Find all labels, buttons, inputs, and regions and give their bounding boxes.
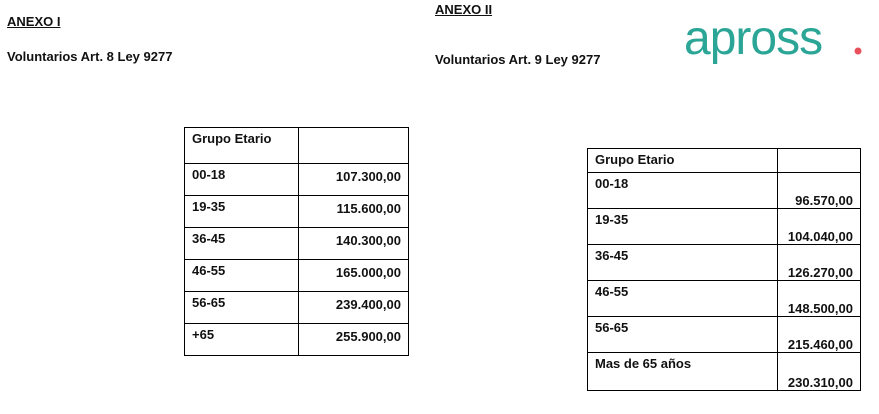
group-cell: 00-18 (185, 164, 299, 196)
annex2-subtitle: Voluntarios Art. 9 Ley 9277 (435, 52, 601, 67)
table-row (185, 260, 409, 292)
header-cell-empty (299, 128, 409, 164)
group-cell: Mas de 65 años (588, 353, 778, 391)
group-cell: 56-65 (185, 292, 299, 324)
value-cell: 115.600,00 (299, 196, 409, 228)
group-cell: 00-18 (588, 173, 778, 209)
value-cell: 165.000,00 (299, 260, 409, 292)
table-row (185, 292, 409, 324)
group-cell: 46-55 (185, 260, 299, 292)
table-row (588, 209, 861, 245)
table-row (185, 196, 409, 228)
group-cell: 46-55 (588, 281, 778, 317)
table-header-row (588, 149, 861, 173)
table-row (588, 317, 861, 353)
table-row (588, 353, 861, 391)
value-cell: 148.500,00 (778, 281, 861, 317)
table-row (185, 228, 409, 260)
value-cell: 140.300,00 (299, 228, 409, 260)
header-cell: Grupo Etario (185, 128, 299, 164)
value-cell: 255.900,00 (299, 324, 409, 356)
logo-dot (855, 48, 862, 55)
header-cell: Grupo Etario (588, 149, 778, 173)
table-row (588, 173, 861, 209)
value-cell: 104.040,00 (778, 209, 861, 245)
table-row (588, 245, 861, 281)
apross-logo (684, 12, 864, 72)
value-cell: 230.310,00 (778, 353, 861, 391)
annex1-table (184, 127, 409, 356)
header-cell-empty (778, 149, 861, 173)
value-cell: 107.300,00 (299, 164, 409, 196)
table-header-row (185, 128, 409, 164)
group-cell: 56-65 (588, 317, 778, 353)
annex2-table (587, 148, 861, 391)
value-cell: 215.460,00 (778, 317, 861, 353)
logo-text: apross (684, 12, 823, 65)
annex2-title: ANEXO II (435, 2, 493, 17)
group-cell: +65 (185, 324, 299, 356)
table-row (185, 164, 409, 196)
annex1-subtitle: Voluntarios Art. 8 Ley 9277 (7, 49, 173, 64)
table-row (588, 281, 861, 317)
group-cell: 36-45 (185, 228, 299, 260)
group-cell: 19-35 (588, 209, 778, 245)
value-cell: 239.400,00 (299, 292, 409, 324)
value-cell: 96.570,00 (778, 173, 861, 209)
annex1-title: ANEXO I (7, 14, 61, 29)
group-cell: 36-45 (588, 245, 778, 281)
table-row (185, 324, 409, 356)
value-cell: 126.270,00 (778, 245, 861, 281)
group-cell: 19-35 (185, 196, 299, 228)
